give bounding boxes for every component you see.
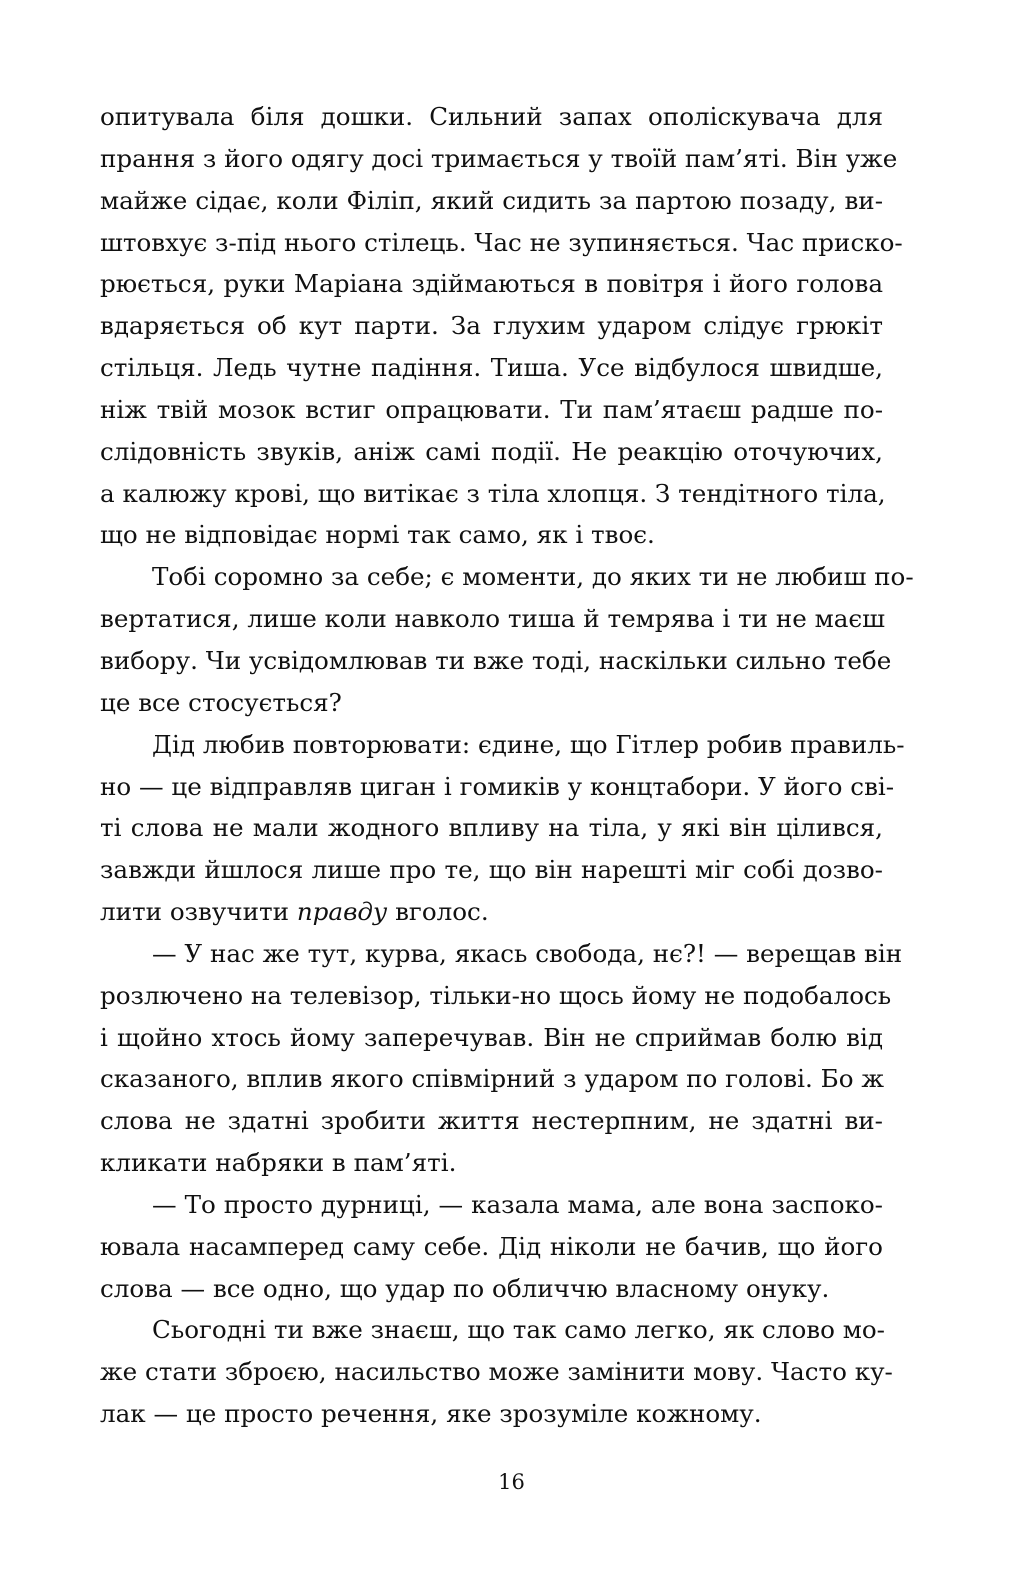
paragraph-4: [100, 933, 903, 1184]
text-line: слова — все одно, що удар по обличчю власному онуку.: [100, 1273, 830, 1303]
text-line: прання з його одягу досі тримається у твоїй пам’яті. Він уже: [100, 143, 898, 173]
text-line: ті слова не мали жодного впливу на тіла, у які він цілився,: [100, 813, 883, 843]
text-line: Дід любив повторювати: єдине, що Гітлер робив правиль-: [152, 729, 905, 759]
text-line: вибору. Чи усвідомлював ти вже тоді, наскільки сильно тебе: [100, 645, 892, 675]
paragraph-2: [100, 556, 914, 723]
text-line: сказаного, вплив якого співмірний з ударом по голові. Бо ж: [100, 1064, 884, 1094]
paragraph-5: [100, 1184, 883, 1310]
text-line: кликати набряки в пам’яті.: [100, 1148, 457, 1178]
text-line: майже сідає, коли Філіп, який сидить за партою позаду, ви-: [100, 185, 883, 215]
text-line: но — це відправляв циган і гомиків у концтабори. У його сві-: [100, 771, 895, 801]
text-line: [100, 891, 883, 933]
text-line: слова не здатні зробити життя нестерпним, не здатні ви-: [100, 1106, 883, 1136]
text-line: Сьогодні ти вже знаєш, що так само легко, як слово мо-: [152, 1315, 885, 1345]
text-line: рюється, руки Маріана здіймаються в повітря і його голова: [100, 269, 883, 299]
text-line: вертатися, лише коли навколо тиша й темрява і ти не маєш: [100, 604, 886, 634]
text-line: штовхує з-під нього стілець. Час не зупиняється. Час приско-: [100, 227, 903, 257]
italic-word: правду: [296, 897, 388, 927]
text-line: розлючено на телевізор, тільки-но щось йому не подобалось: [100, 980, 892, 1010]
text-line: лак — це просто речення, яке зрозуміле кожному.: [100, 1399, 762, 1429]
text-line: же стати зброєю, насильство може замінити мову. Часто ку-: [100, 1357, 893, 1387]
text-line: опитувала біля дошки. Сильний запах ополіскувача для: [100, 102, 883, 131]
body-text: [100, 96, 914, 1435]
paragraph-3: [100, 724, 905, 933]
text-line: слідовність звуків, аніж самі події. Не реакцію оточуючих,: [100, 436, 883, 466]
text-fragment: вголос.: [387, 897, 489, 927]
text-line: і щойно хтось йому заперечував. Він не сприймав болю від: [100, 1022, 883, 1052]
text-line: це все стосується?: [100, 687, 342, 717]
paragraph-1: [100, 96, 903, 556]
text-line: ніж твій мозок встиг опрацювати. Ти пам’ятаєш радше по-: [100, 394, 883, 424]
text-line: а калюжу крові, що витікає з тіла хлопця. З тендітного тіла,: [100, 478, 886, 508]
paragraph-6: [100, 1309, 893, 1435]
text-line: стільця. Ледь чутне падіння. Тиша. Усе відбулося швидше,: [100, 353, 883, 383]
page-number: 16: [498, 1470, 525, 1494]
text-line: ювала насамперед саму себе. Дід ніколи не бачив, що його: [100, 1231, 883, 1261]
text-fragment: лити озвучити: [100, 897, 297, 927]
text-line: завжди йшлося лише про те, що він нарешті міг собі дозво-: [100, 855, 883, 885]
text-line: — То просто дурниці, — казала мама, але вона заспоко-: [152, 1189, 883, 1219]
text-line: вдаряється об кут парти. За глухим ударом слідує грюкіт: [100, 311, 883, 341]
text-line: Тобі соромно за себе; є моменти, до яких ти не любиш по-: [152, 562, 914, 592]
text-line: що не відповідає нормі так само, як і твоє.: [100, 520, 655, 550]
text-line: — У нас же тут, курва, якась свобода, нє?! — верещав він: [152, 938, 903, 968]
